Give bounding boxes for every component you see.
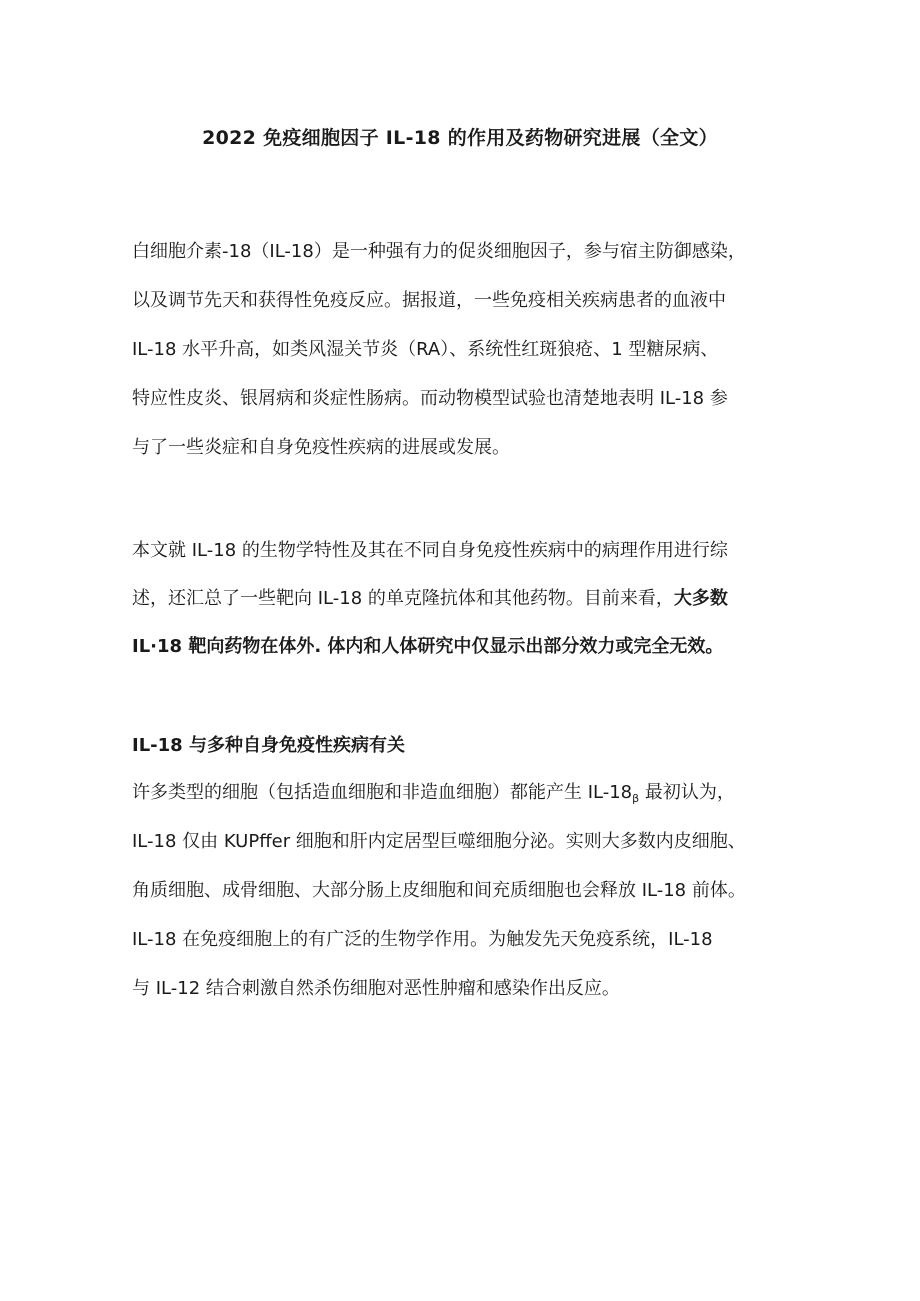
section-line-1-post: 最初认为， [639, 782, 735, 803]
document-title: 2022 免疫细胞因子 IL-18 的作用及药物研究进展（全文） [202, 127, 718, 149]
paragraph-2-line-1: 本文就 IL-18 的生物学特性及其在不同自身免疫性疾病中的病理作用进行综 [132, 540, 728, 561]
paragraph-1-line-1: 白细胞介素-18（IL-18）是一种强有力的促炎细胞因子，参与宿主防御感染， [132, 241, 746, 262]
paragraph-2-line-2-bold: 大多数 [673, 588, 728, 609]
section-line-3: 角质细胞、成骨细胞、大部分肠上皮细胞和间充质细胞也会释放 IL-18 前体。 [132, 880, 746, 901]
beta-subscript: β [632, 792, 640, 805]
paragraph-1-line-5: 与了一些炎症和自身免疫性疾病的进展或发展。 [132, 437, 510, 458]
section-line-2: IL-18 仅由 KUPffer 细胞和肝内定居型巨噬细胞分泌。实则大多数内皮细胞、 [132, 831, 746, 852]
paragraph-2-line-2-normal: 述，还汇总了一些靶向 IL-18 的单克隆抗体和其他药物。目前来看， [132, 588, 674, 609]
paragraph-2-line-2 [132, 585, 822, 613]
section-line-5: 与 IL-12 结合刺激自然杀伤细胞对恶性肿瘤和感染作出反应。 [132, 978, 620, 999]
section-line-4: IL-18 在免疫细胞上的有广泛的生物学作用。为触发先天免疫系统，IL-18 [132, 929, 713, 950]
paragraph-1-line-3: IL-18 水平升高，如类风湿关节炎（RA）、系统性红斑狼疮、1 型糖尿病、 [132, 339, 719, 360]
paragraph-1-line-4: 特应性皮炎、银屑病和炎症性肠病。而动物模型试验也清楚地表明 IL-18 参 [132, 388, 728, 409]
section-line-1 [132, 779, 822, 813]
section-line-1-pre: 许多类型的细胞（包括造血细胞和非造血细胞）都能产生 IL-18 [132, 782, 633, 803]
section-heading: IL-18 与多种自身免疫性疾病有关 [132, 735, 405, 756]
paragraph-2-line-3-bold: IL·18 靶向药物在体外. 体内和人体研究中仅显示出部分效力或完全无效。 [132, 636, 724, 657]
paragraph-1-line-2: 以及调节先天和获得性免疫反应。据报道，一些免疫相关疾病患者的血液中 [132, 290, 726, 311]
